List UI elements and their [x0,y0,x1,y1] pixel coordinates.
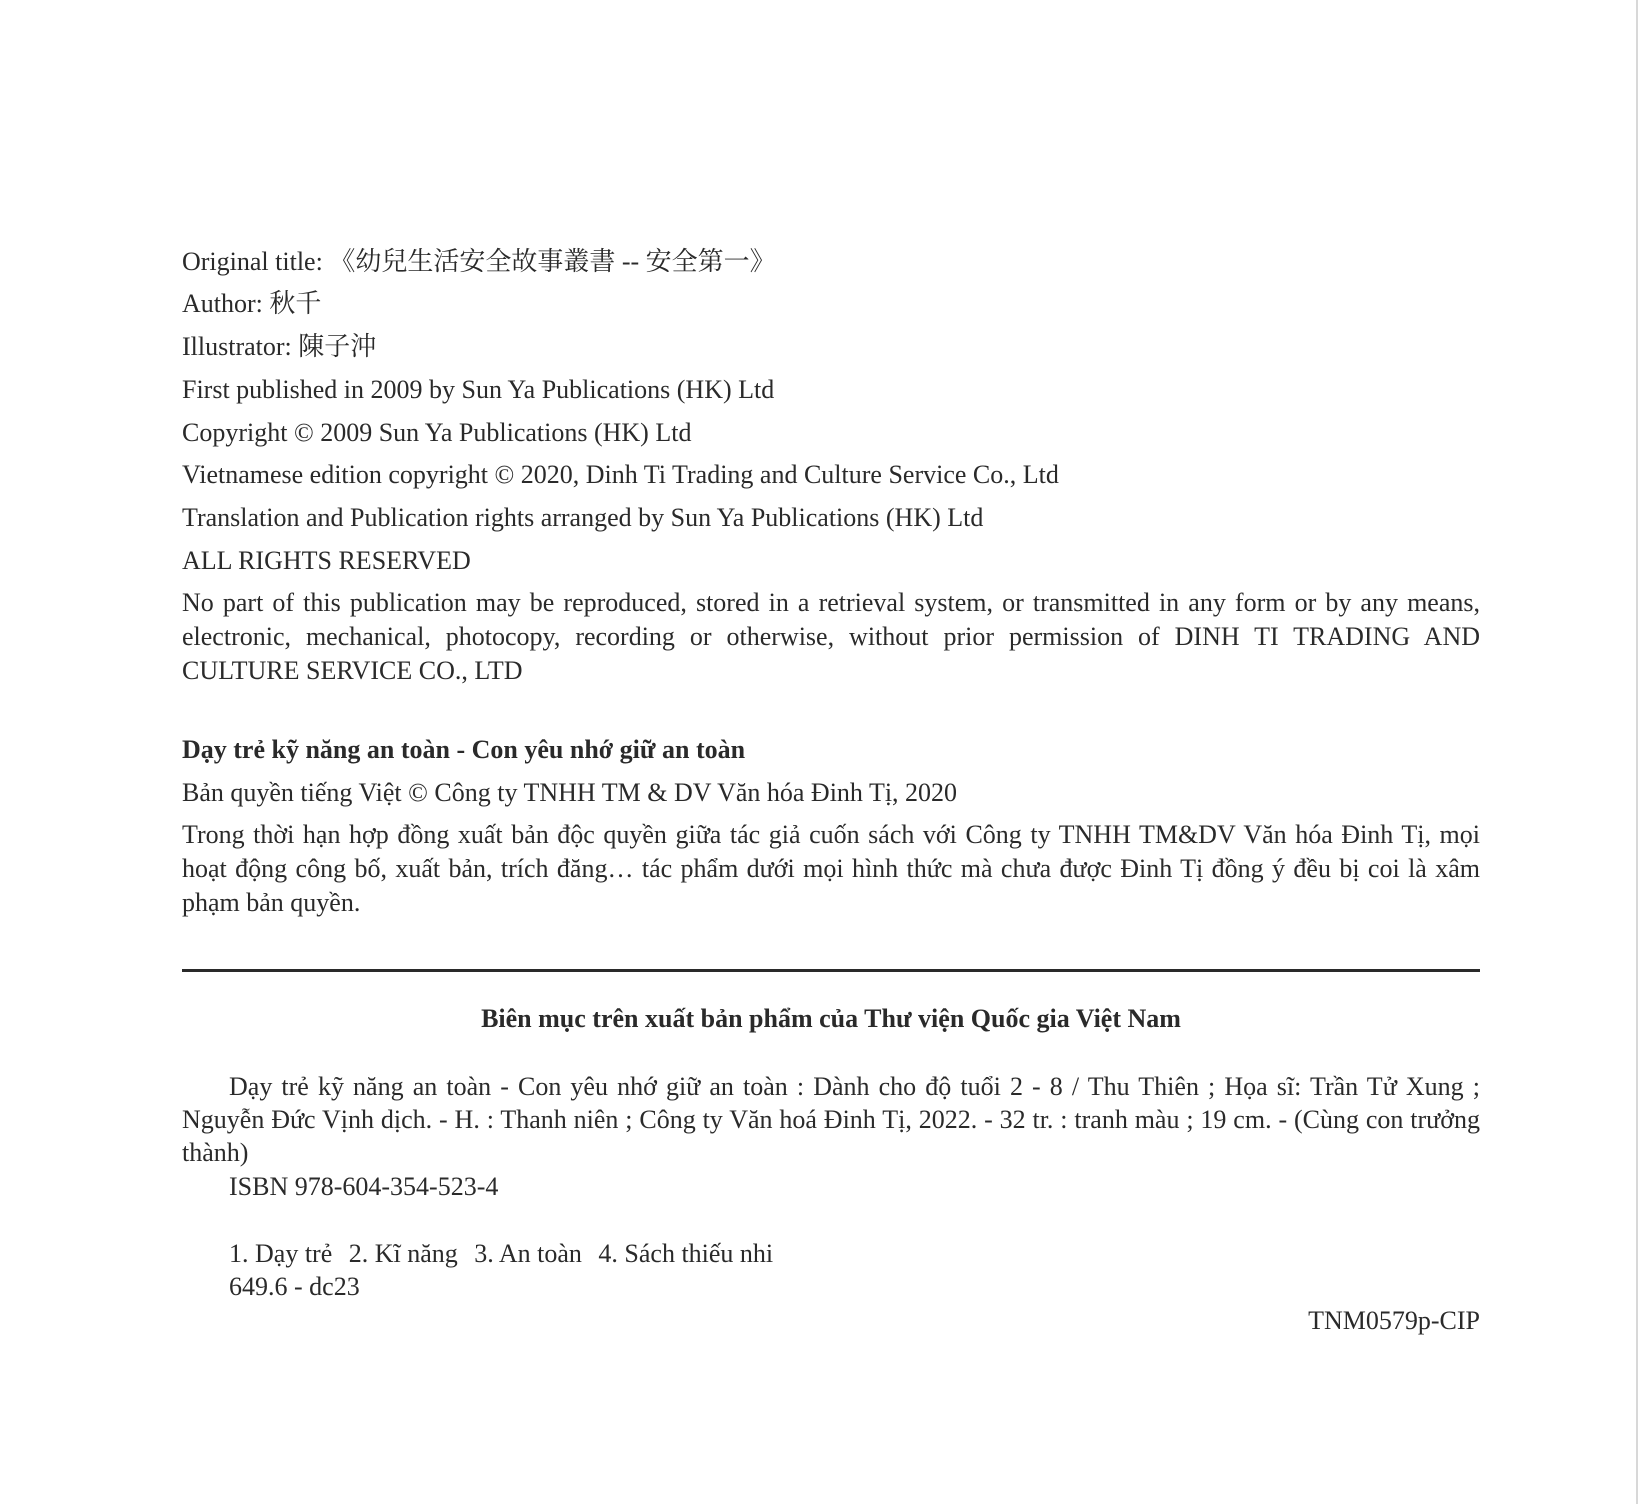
copyright-page [182,0,1480,1504]
cip-record-id: TNM0579p-CIP [1308,1306,1480,1335]
cip-isbn: ISBN 978-604-354-523-4 [229,1172,499,1201]
original-title-value: 《幼兒生活安全故事叢書 -- 安全第一》 [329,247,776,276]
cip-description: Dạy trẻ kỹ năng an toàn - Con yêu nhớ giữ an toàn : Dành cho độ tuổi 2 - 8 / Thu Thiên ; Họa sĩ: Trần Tử Xung ; Nguyễn Đức Vịnh dịch. - H. : Thanh niên ; Công ty Văn hoá Đinh Tị, 2022. - 32 tr. : tranh màu ; 19 cm. - (Cùng con trưởng thành) [182,1072,1480,1167]
vietnamese-copyright-line: Bản quyền tiếng Việt © Công ty TNHH TM & DV Văn hóa Đinh Tị, 2020 [182,778,958,807]
author-label: Author: [182,289,263,318]
illustrator-value: 陳子沖 [298,332,377,361]
first-published-line: First published in 2009 by Sun Ya Publications (HK) Ltd [182,375,775,404]
cip-classification: 649.6 - dc23 [229,1272,360,1301]
vietnamese-book-title: Dạy trẻ kỹ năng an toàn - Con yêu nhớ giữ an toàn [182,735,746,764]
author-value: 秋千 [269,289,322,318]
author-line [182,287,321,321]
illustrator-line [182,330,376,364]
contract-notice: Trong thời hạn hợp đồng xuất bản độc quyền giữa tác giả cuốn sách với Công ty TNHH TM&DV Văn hóa Đinh Tị, mọi hoạt động công bố, xuất bản, trích đăng… tác phẩm dưới mọi hình thức mà chưa được Đinh Tị đồng ý đều bị coi là xâm phạm bản quyền. [182,820,1480,917]
all-rights-reserved: ALL RIGHTS RESERVED [182,546,471,575]
vietnamese-edition-line: Vietnamese edition copyright © 2020, Dinh Ti Trading and Culture Service Co., Ltd [182,460,1059,489]
translation-rights-line: Translation and Publication rights arranged by Sun Ya Publications (HK) Ltd [182,503,984,532]
no-part-notice: No part of this publication may be reproduced, stored in a retrieval system, or transmitted in any form or by any means, electronic, mechanical, photocopy, recording or otherwise, without prior permission of DINH TI TRADING AND CULTURE SERVICE CO., LTD [182,588,1480,685]
cip-heading: Biên mục trên xuất bản phẩm của Thư viện Quốc gia Việt Nam [481,1004,1181,1033]
cip-subject-item: 1. Dạy trẻ [229,1239,333,1268]
copyright-line: Copyright © 2009 Sun Ya Publications (HK) Ltd [182,418,692,447]
original-title-label: Original title: [182,247,323,276]
section-divider [182,969,1480,972]
original-title-line [182,245,776,279]
cip-subject-item: 3. An toàn [474,1239,582,1268]
illustrator-label: Illustrator: [182,332,292,361]
cip-subject-item: 2. Kĩ năng [348,1239,458,1268]
cip-subjects [229,1237,783,1270]
cip-subject-item: 4. Sách thiếu nhi [598,1239,774,1268]
